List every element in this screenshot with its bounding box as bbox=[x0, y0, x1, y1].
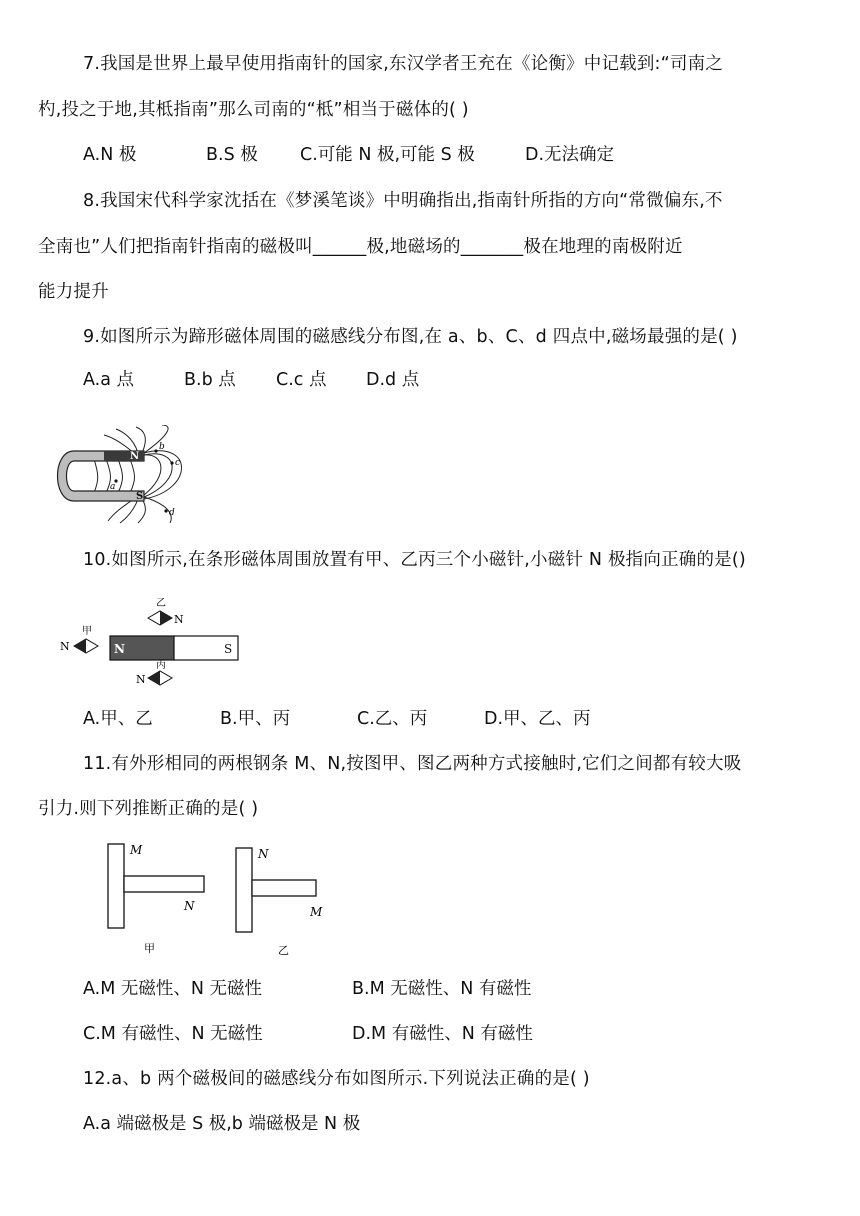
bar-yi-m-label: M bbox=[310, 905, 323, 919]
figure-yi-caption: 乙 bbox=[278, 944, 289, 957]
bar-jia-n-label: N bbox=[184, 899, 195, 913]
q11-option-a: A.M 无磁性、N 无磁性 bbox=[83, 979, 263, 999]
bar-magnet-n-label: N bbox=[114, 642, 125, 656]
q11-stem-line1: 11.有外形相同的两根钢条 M、N,按图甲、图乙两种方式接触时,它们之间都有较大吸 bbox=[83, 754, 742, 774]
q8-stem-line2: 全南也”人们把指南针指南的磁极叫______极,地磁场的_______极在地理的南极附近 bbox=[38, 237, 683, 257]
q12-option-a: A.a 端磁极是 S 极,b 端磁极是 N 极 bbox=[83, 1114, 361, 1134]
q7-option-a: A.N 极 bbox=[83, 145, 137, 165]
q10-option-d: D.甲、乙、丙 bbox=[484, 709, 591, 729]
q7-stem-line2: 杓,投之于地,其柢指南”那么司南的“柢”相当于磁体的( ) bbox=[38, 100, 469, 120]
point-c-label: c bbox=[175, 458, 181, 468]
needle-bing-n-label: N bbox=[136, 673, 146, 686]
needle-bing-label: 丙 bbox=[156, 660, 166, 671]
needle-jia-label: 甲 bbox=[82, 626, 92, 637]
q10-option-b: B.甲、丙 bbox=[220, 709, 291, 729]
q12-stem: 12.a、b 两个磁极间的磁感线分布如图所示.下列说法正确的是( ) bbox=[83, 1069, 590, 1089]
bar-magnet-s-label: S bbox=[224, 642, 233, 656]
q9-option-a: A.a 点 bbox=[83, 370, 135, 390]
bar-jia-m-label: M bbox=[130, 843, 143, 857]
needle-yi-label: 乙 bbox=[156, 598, 166, 609]
q9-option-c: C.c 点 bbox=[276, 370, 327, 390]
q8-stem-line1: 8.我国宋代科学家沈括在《梦溪笔谈》中明确指出,指南针所指的方向“常微偏东,不 bbox=[83, 191, 723, 211]
q9-option-d: D.d 点 bbox=[366, 370, 420, 390]
q9-stem: 9.如图所示为蹄形磁体周围的磁感线分布图,在 a、b、C、d 四点中,磁场最强的是( ) bbox=[83, 327, 738, 347]
needle-jia-n-label: N bbox=[60, 640, 70, 653]
q9-option-b: B.b 点 bbox=[184, 370, 236, 390]
q7-option-d: D.无法确定 bbox=[525, 145, 615, 165]
bar-yi-n-label: N bbox=[258, 847, 269, 861]
q11-option-c: C.M 有磁性、N 无磁性 bbox=[83, 1024, 263, 1044]
q10-option-c: C.乙、丙 bbox=[357, 709, 428, 729]
figure-jia-caption: 甲 bbox=[144, 942, 155, 955]
needle-yi-n-label: N bbox=[174, 613, 184, 626]
q11-stem-line2: 引力.则下列推断正确的是( ) bbox=[38, 799, 259, 819]
bar-magnet-figure bbox=[56, 596, 246, 688]
point-b-label: b bbox=[159, 442, 165, 452]
horseshoe-magnet-figure bbox=[44, 425, 194, 525]
section-heading: 能力提升 bbox=[38, 282, 109, 302]
q10-stem: 10.如图所示,在条形磁体周围放置有甲、乙丙三个小磁针,小磁针 N 极指向正确的是() bbox=[83, 550, 746, 570]
point-d-label: d bbox=[169, 508, 175, 518]
q10-option-a: A.甲、乙 bbox=[83, 709, 153, 729]
steel-bars-figure bbox=[100, 836, 340, 960]
q7-option-c: C.可能 N 极,可能 S 极 bbox=[300, 145, 475, 165]
point-a-label: a bbox=[110, 482, 116, 492]
horseshoe-s-label: S bbox=[136, 491, 144, 502]
q11-option-d: D.M 有磁性、N 有磁性 bbox=[352, 1024, 533, 1044]
q7-option-b: B.S 极 bbox=[206, 145, 258, 165]
q11-option-b: B.M 无磁性、N 有磁性 bbox=[352, 979, 532, 999]
horseshoe-n-label: N bbox=[130, 451, 140, 462]
q7-stem-line1: 7.我国是世界上最早使用指南针的国家,东汉学者王充在《论衡》中记载到:“司南之 bbox=[83, 54, 724, 74]
